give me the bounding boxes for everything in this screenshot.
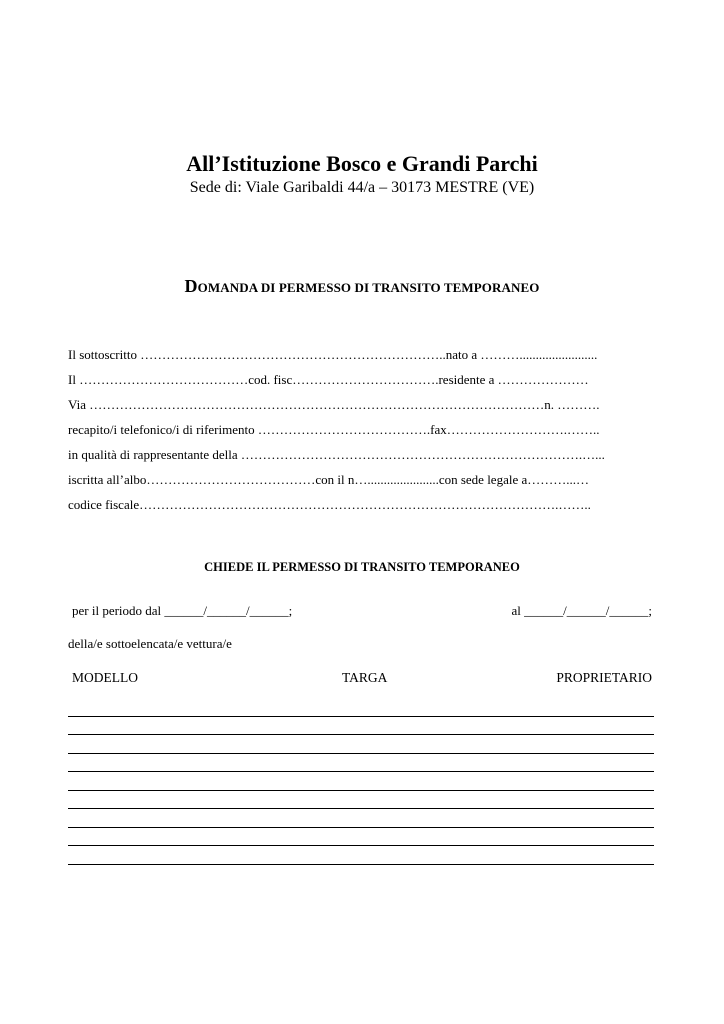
- vehicle-row-line[interactable]: [68, 809, 654, 828]
- vehicle-table-lines: [68, 698, 654, 865]
- field-codice-fiscale[interactable]: codice fiscale…………………………………………………………………………………….……..: [68, 497, 591, 512]
- column-proprietario: PROPRIETARIO: [556, 670, 652, 685]
- vehicle-row-line[interactable]: [68, 717, 654, 736]
- request-heading: CHIEDE IL PERMESSO DI TRANSITO TEMPORANEO: [204, 560, 520, 574]
- period-from[interactable]: per il periodo dal ______/______/______;: [72, 603, 293, 618]
- field-albo[interactable]: iscritta all’albo…………………………………con il n…......................con sede legale a………...…: [68, 472, 589, 487]
- vehicle-table-header: [72, 669, 652, 687]
- field-sottoscritto[interactable]: Il sottoscritto ……………………………………………………………..nato a ………........................: [68, 347, 598, 362]
- form-title-rest: OMANDA DI PERMESSO DI TRANSITO TEMPORANEO: [197, 280, 540, 295]
- addressee-title: All’Istituzione Bosco e Grandi Parchi: [186, 151, 538, 176]
- vehicle-row-line[interactable]: [68, 791, 654, 810]
- vehicle-row-line[interactable]: [68, 772, 654, 791]
- vehicle-row-line[interactable]: [68, 828, 654, 847]
- form-title: [0, 276, 724, 298]
- address-subtitle: Sede di: Viale Garibaldi 44/a – 30173 MESTRE (VE): [189, 179, 535, 196]
- vehicle-row-line[interactable]: [68, 735, 654, 754]
- field-via[interactable]: Via ……………………………………………………………………………………………n. ……….: [68, 397, 600, 412]
- field-rappresentante[interactable]: in qualità di rappresentante della …………………………………………………………………….…...: [68, 447, 605, 462]
- applicant-fields: [68, 346, 654, 521]
- period-to[interactable]: al ______/______/______;: [511, 603, 652, 618]
- vehicle-row-line[interactable]: [68, 754, 654, 773]
- field-data-nascita[interactable]: Il …………………………………cod. fisc…………………………….residente a …………………: [68, 372, 589, 387]
- field-recapito[interactable]: recapito/i telefonico/i di riferimento ………………………………….fax……………………….……..: [68, 422, 600, 437]
- vehicle-label: della/e sottoelencata/e vettura/e: [68, 636, 232, 651]
- vehicle-row-line[interactable]: [68, 846, 654, 865]
- form-title-initial: D: [184, 276, 198, 296]
- column-targa: TARGA: [342, 670, 388, 685]
- column-modello: MODELLO: [72, 670, 138, 685]
- period-row: [72, 602, 652, 620]
- vehicle-row-line[interactable]: [68, 698, 654, 717]
